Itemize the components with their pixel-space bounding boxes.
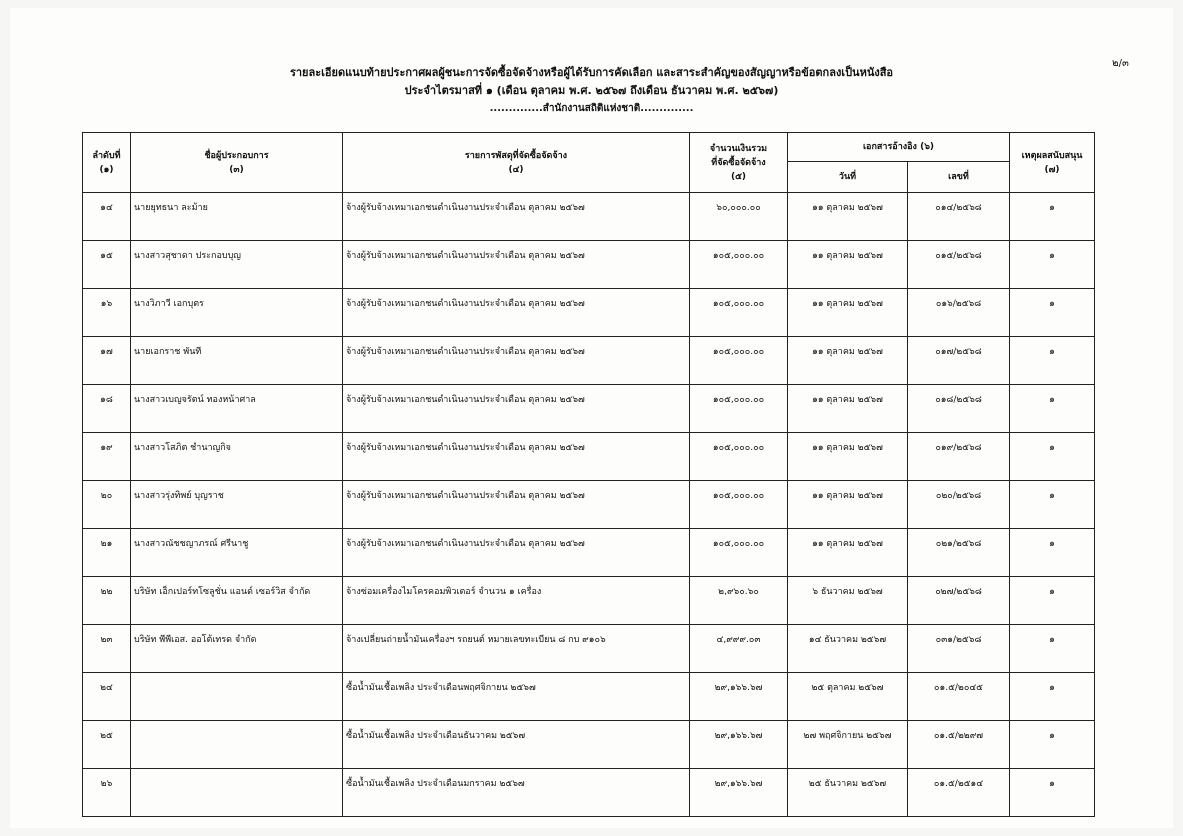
cell-vendor — [131, 769, 343, 817]
cell-vendor: นางสาวโสภิต ชำนาญกิจ — [131, 433, 343, 481]
table-row — [83, 289, 1095, 337]
cell-ref-date: ๑๔ ธันวาคม ๒๕๖๗ — [788, 625, 908, 673]
cell-ref-date: ๒๕ ตุลาคม ๒๕๖๗ — [788, 673, 908, 721]
cell-amount: ๑๐๕,๐๐๐.๐๐ — [690, 529, 788, 577]
cell-reason: ๑ — [1010, 289, 1095, 337]
cell-ref-number: ๐๓๑/๒๕๖๘ — [908, 625, 1010, 673]
cell-item: จ้างผู้รับจ้างเหมาเอกชนดำเนินงานประจำเดือน ตุลาคม ๒๕๖๗ — [343, 529, 690, 577]
cell-seq: ๒๓ — [83, 625, 131, 673]
table-row — [83, 529, 1095, 577]
table-header-row — [83, 133, 1095, 162]
cell-seq: ๑๖ — [83, 289, 131, 337]
cell-reason: ๑ — [1010, 577, 1095, 625]
cell-seq: ๑๙ — [83, 433, 131, 481]
cell-reason: ๑ — [1010, 241, 1095, 289]
header-reason: เหตุผลสนับสนุน (๗) — [1010, 133, 1095, 193]
cell-item: จ้างผู้รับจ้างเหมาเอกชนดำเนินงานประจำเดือน ตุลาคม ๒๕๖๗ — [343, 481, 690, 529]
cell-ref-date: ๑๑ ตุลาคม ๒๕๖๗ — [788, 481, 908, 529]
cell-reason: ๑ — [1010, 337, 1095, 385]
cell-seq: ๒๑ — [83, 529, 131, 577]
cell-ref-number: ๐๒๗/๒๕๖๘ — [908, 577, 1010, 625]
document-period: ประจำไตรมาสที่ ๑ (เดือน ตุลาคม พ.ศ. ๒๕๖๗ ถึงเดือน ธันวาคม พ.ศ. ๒๕๖๗) — [404, 84, 779, 97]
cell-ref-date: ๒๗ พฤศจิกายน ๒๕๖๗ — [788, 721, 908, 769]
table-row — [83, 385, 1095, 433]
cell-ref-number: ๐๑.๕/๒๕๑๔ — [908, 769, 1010, 817]
cell-ref-number: ๐๑๕/๒๕๖๘ — [908, 241, 1010, 289]
header-amount: จำนวนเงินรวม ที่จัดซื้อจัดจ้าง (๕) — [690, 133, 788, 193]
cell-vendor: บริษัท พีพีเอส. ออโต้เทรด จำกัด — [131, 625, 343, 673]
cell-reason: ๑ — [1010, 193, 1095, 241]
cell-ref-number: ๐๒๐/๒๕๖๘ — [908, 481, 1010, 529]
cell-vendor: นางวิภาวี เอกบุตร — [131, 289, 343, 337]
header-item: รายการพัสดุที่จัดซื้อจัดจ้าง (๔) — [343, 133, 690, 193]
procurement-table — [82, 132, 1095, 817]
cell-seq: ๒๒ — [83, 577, 131, 625]
table-row — [83, 241, 1095, 289]
cell-item: จ้างเปลี่ยนถ่ายน้ำมันเครื่องฯ รถยนต์ หมายเลขทะเบียน ๘ กบ ๙๑๐๖ — [343, 625, 690, 673]
cell-vendor: นายเอกราช พันที — [131, 337, 343, 385]
cell-vendor: นางสาวณัชชญาภรณ์ ศรีนาชู — [131, 529, 343, 577]
cell-item: จ้างผู้รับจ้างเหมาเอกชนดำเนินงานประจำเดือน ตุลาคม ๒๕๖๗ — [343, 289, 690, 337]
header-seq: ลำดับที่ (๑) — [83, 133, 131, 193]
cell-ref-number: ๐๑๗/๒๕๖๘ — [908, 337, 1010, 385]
cell-ref-date: ๑๑ ตุลาคม ๒๕๖๗ — [788, 529, 908, 577]
cell-amount: ๑๐๕,๐๐๐.๐๐ — [690, 289, 788, 337]
table-row — [83, 673, 1095, 721]
cell-seq: ๒๕ — [83, 721, 131, 769]
cell-vendor: นางสาวรุ่งทิพย์ บุญราช — [131, 481, 343, 529]
cell-item: ซื้อน้ำมันเชื้อเพลิง ประจำเดือนธันวาคม ๒๕๖๗ — [343, 721, 690, 769]
cell-reason: ๑ — [1010, 625, 1095, 673]
cell-ref-date: ๑๑ ตุลาคม ๒๕๖๗ — [788, 193, 908, 241]
cell-ref-number: ๐๑.๕/๒๒๙๗ — [908, 721, 1010, 769]
page-number: ๒/๓ — [1112, 58, 1129, 69]
cell-item: ซื้อน้ำมันเชื้อเพลิง ประจำเดือนพฤศจิกายน ๒๕๖๗ — [343, 673, 690, 721]
cell-item: จ้างผู้รับจ้างเหมาเอกชนดำเนินงานประจำเดือน ตุลาคม ๒๕๖๗ — [343, 433, 690, 481]
cell-vendor: บริษัท เอ็กเปอร์ทโซลูชั่น แอนด์ เซอร์วิส จำกัด — [131, 577, 343, 625]
table-row — [83, 337, 1095, 385]
table-row — [83, 433, 1095, 481]
cell-vendor: นายยุทธนา ละม้าย — [131, 193, 343, 241]
header-ref-number: เลขที่ — [908, 162, 1010, 193]
cell-ref-number: ๐๑.๕/๒๐๔๕ — [908, 673, 1010, 721]
cell-ref-date: ๑๑ ตุลาคม ๒๕๖๗ — [788, 385, 908, 433]
table-body — [83, 193, 1095, 817]
cell-reason: ๑ — [1010, 385, 1095, 433]
table-row — [83, 721, 1095, 769]
document-title: รายละเอียดแนบท้ายประกาศผลผู้ชนะการจัดซื้อจัดจ้างหรือผู้ได้รับการคัดเลือก และสาระสำคัญของสัญญาหรือข้อตกลงเป็นหนังสือ — [289, 66, 894, 79]
header-ref-date: วันที่ — [788, 162, 908, 193]
table-row — [83, 481, 1095, 529]
table-row — [83, 625, 1095, 673]
cell-amount: ๑๐๕,๐๐๐.๐๐ — [690, 481, 788, 529]
cell-amount: ๑๐๕,๐๐๐.๐๐ — [690, 433, 788, 481]
cell-reason: ๑ — [1010, 529, 1095, 577]
cell-reason: ๑ — [1010, 721, 1095, 769]
cell-seq: ๒๐ — [83, 481, 131, 529]
cell-reason: ๑ — [1010, 481, 1095, 529]
cell-amount: ๒๙,๑๖๖.๖๗ — [690, 721, 788, 769]
cell-amount: ๑๐๕,๐๐๐.๐๐ — [690, 385, 788, 433]
cell-vendor: นางสาวสุชาดา ประกอบบุญ — [131, 241, 343, 289]
cell-ref-date: ๑๑ ตุลาคม ๒๕๖๗ — [788, 337, 908, 385]
cell-reason: ๑ — [1010, 433, 1095, 481]
cell-seq: ๒๖ — [83, 769, 131, 817]
header-vendor: ชื่อผู้ประกอบการ (๓) — [131, 133, 343, 193]
cell-amount: ๒๙,๑๖๖.๖๗ — [690, 673, 788, 721]
cell-ref-date: ๖ ธันวาคม ๒๕๖๗ — [788, 577, 908, 625]
cell-ref-number: ๐๑๙/๒๕๖๘ — [908, 433, 1010, 481]
table-row — [83, 769, 1095, 817]
cell-ref-date: ๑๑ ตุลาคม ๒๕๖๗ — [788, 241, 908, 289]
cell-reason: ๑ — [1010, 769, 1095, 817]
cell-reason: ๑ — [1010, 673, 1095, 721]
cell-amount: ๑๐๕,๐๐๐.๐๐ — [690, 241, 788, 289]
cell-amount: ๔,๙๙๙.๐๓ — [690, 625, 788, 673]
cell-ref-number: ๐๑๔/๒๕๖๘ — [908, 193, 1010, 241]
cell-ref-number: ๐๑๖/๒๕๖๘ — [908, 289, 1010, 337]
cell-ref-number: ๐๒๑/๒๕๖๘ — [908, 529, 1010, 577]
cell-seq: ๑๗ — [83, 337, 131, 385]
cell-ref-number: ๐๑๘/๒๕๖๘ — [908, 385, 1010, 433]
cell-item: จ้างผู้รับจ้างเหมาเอกชนดำเนินงานประจำเดือน ตุลาคม ๒๕๖๗ — [343, 337, 690, 385]
cell-seq: ๑๘ — [83, 385, 131, 433]
cell-amount: ๒,๙๖๐.๖๐ — [690, 577, 788, 625]
cell-ref-date: ๑๑ ตุลาคม ๒๕๖๗ — [788, 433, 908, 481]
cell-seq: ๒๔ — [83, 673, 131, 721]
table-row — [83, 577, 1095, 625]
cell-item: จ้างผู้รับจ้างเหมาเอกชนดำเนินงานประจำเดือน ตุลาคม ๒๕๖๗ — [343, 193, 690, 241]
cell-ref-date: ๒๕ ธันวาคม ๒๕๖๗ — [788, 769, 908, 817]
document-agency: ..............สำนักงานสถิติแห่งชาติ.............. — [489, 103, 694, 114]
cell-item: จ้างซ่อมเครื่องไมโครคอมพิวเตอร์ จำนวน ๑ เครื่อง — [343, 577, 690, 625]
cell-amount: ๒๙,๑๖๖.๖๗ — [690, 769, 788, 817]
cell-seq: ๑๕ — [83, 241, 131, 289]
cell-amount: ๑๐๕,๐๐๐.๐๐ — [690, 337, 788, 385]
cell-seq: ๑๔ — [83, 193, 131, 241]
table-row — [83, 193, 1095, 241]
cell-amount: ๖๐,๐๐๐.๐๐ — [690, 193, 788, 241]
cell-item: จ้างผู้รับจ้างเหมาเอกชนดำเนินงานประจำเดือน ตุลาคม ๒๕๖๗ — [343, 241, 690, 289]
cell-item: ซื้อน้ำมันเชื้อเพลิง ประจำเดือนมกราคม ๒๕๖๗ — [343, 769, 690, 817]
cell-item: จ้างผู้รับจ้างเหมาเอกชนดำเนินงานประจำเดือน ตุลาคม ๒๕๖๗ — [343, 385, 690, 433]
document-header — [0, 64, 1183, 118]
header-reference: เอกสารอ้างอิง (๖) — [788, 133, 1010, 162]
cell-vendor: นางสาวเบญจรัตน์ ทองหน้าศาล — [131, 385, 343, 433]
cell-ref-date: ๑๑ ตุลาคม ๒๕๖๗ — [788, 289, 908, 337]
cell-vendor — [131, 721, 343, 769]
cell-vendor — [131, 673, 343, 721]
